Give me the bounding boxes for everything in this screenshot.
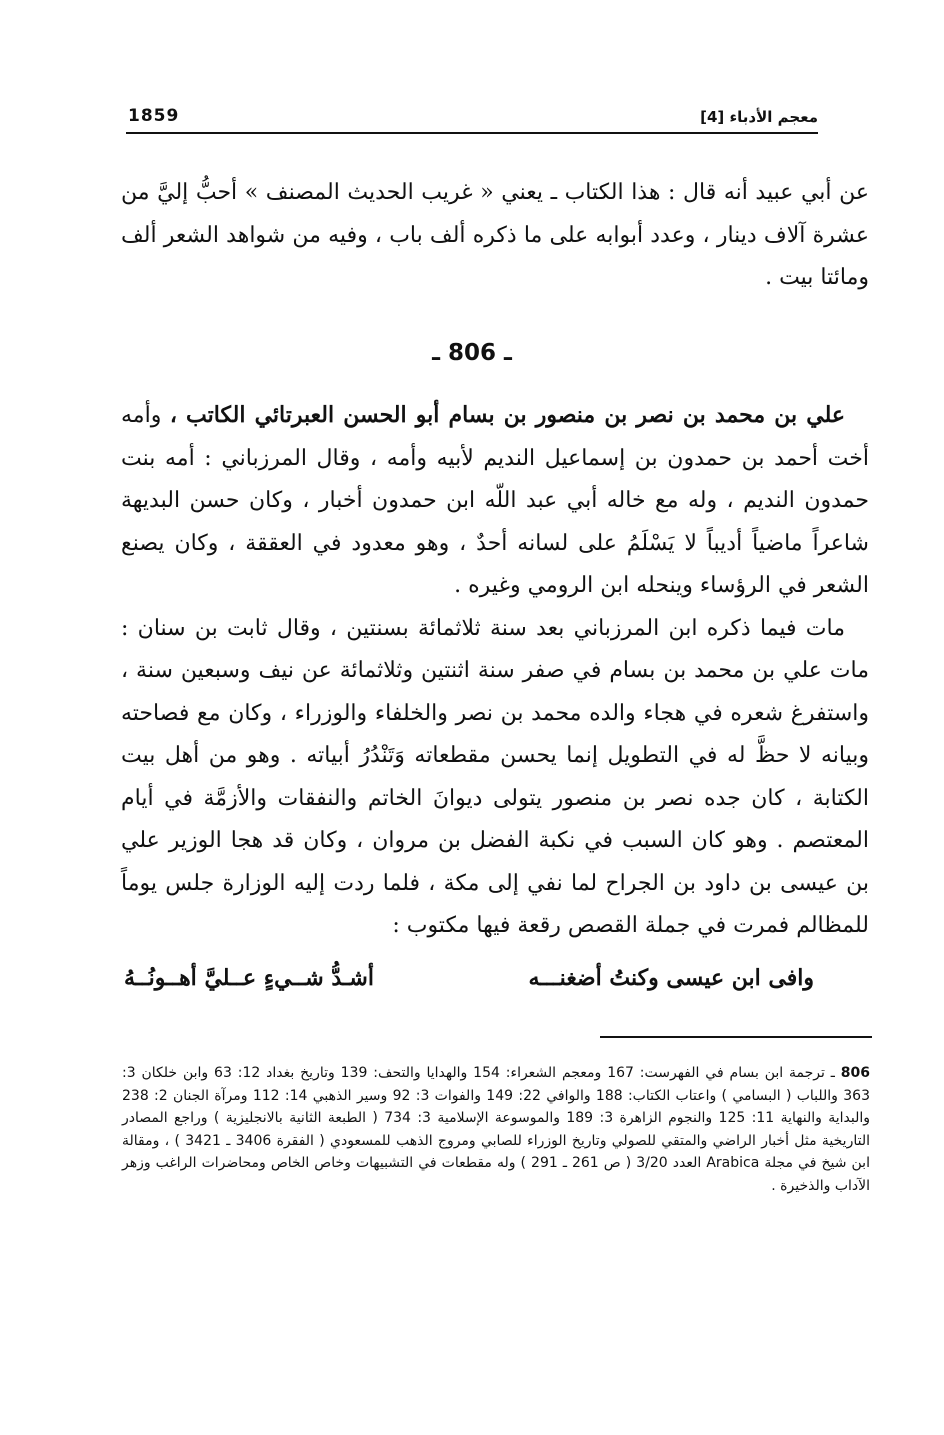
footnote <box>122 1062 870 1197</box>
poem-verse <box>124 958 814 998</box>
entry-name: علي بن محمد بن نصر بن منصور بن بسام أبو الحسن العبرتائي الكاتب ، <box>169 402 845 428</box>
page-number: 1859 <box>128 106 180 126</box>
footnote-rule <box>600 1036 872 1038</box>
footnote-number: 806 <box>840 1065 870 1081</box>
header-rule <box>126 132 818 134</box>
running-header <box>128 96 818 126</box>
footnote-text: ـ ترجمة ابن بسام في الفهرست: 167 ومعجم الشعراء: 154 والهدايا والتحف: 139 وتاريخ بغداد 12: 63 وابن خلكان 3: 363 واللباب ( البسامي ) واعتاب الكتاب: 188 والوافي 22: 149 والفوات 3: 92 وسير الذهبي 14: 112 ومرآة الجنان 2: 238 والبداية والنهاية 11: 125 والنجوم الزاهرة 3: 189 والموسوعة الإسلامية 3: 734 ( الطبعة الثانية بالانجليزية ) وراجع المصادر التاريخية مثل أخبار الراضي والمتقي للصولي وتاريخ الوزراء للصابي ومروج الذهب للمسعودي ( الفقرة 3406 ـ 3421 ) ، ومقالة ابن شيخ في مجلة Arabica العدد 3/20 ( ص 261 ـ 291 ) وله مقطعات في التشبيهات وخاص الخاص ومحاضرات الراغب وزهر الآداب والذخيرة . <box>122 1065 871 1194</box>
intro-paragraph: عن أبي عبيد أنه قال : هذا الكتاب ـ يعني « غريب الحديث المصنف » أحبُّ إليَّ من عشرة آلاف دينار ، وعدد أبوابه على ما ذكره ألف باب ، وفيه من شواهد الشعر ألف ومائتا بيت . <box>121 180 869 290</box>
book-title: معجم الأدباء [4] <box>700 108 818 126</box>
intro-text <box>121 172 869 300</box>
verse-hemistich-second: أشـدُّ شــيءٍ عــليَّ أهــونُــهُ <box>124 965 374 991</box>
entry-number: ـ 806 ـ <box>432 340 512 366</box>
entry-paragraph-2: مات فيما ذكره ابن المرزباني بعد سنة ثلاثمائة بسنتين ، وقال ثابت بن سنان : مات علي بن محمد بن بسام في صفر سنة اثنتين وثلاثمائة عن نيف وسبعين سنة ، واستفرغ شعره في هجاء والده محمد بن نصر والخلفاء والوزراء ، وكان مع فصاحته وبيانه لا حظَّ له في التطويل إنما يحسن مقطعاته وَتَنْدُرُ أبياته . وهو من أهل بيت الكتابة ، كان جده نصر بن منصور يتولى ديوانَ الخاتم والنفقات والأزمَّة في أيام المعتصم . وهو كان السبب في نكبة الفضل بن مروان ، وكان قد هجا الوزير علي بن عيسى بن داود بن الجراح لما نفي إلى مكة ، فلما ردت إليه الوزارة جلس يوماً للمظالم فمرت في جملة القصص رقعة فيها مكتوب : <box>121 615 869 938</box>
entry-body <box>121 394 869 948</box>
entry-paragraph-1: وأمه أخت أحمد بن حمدون بن إسماعيل النديم لأبيه وأمه ، وقال المرزباني : أمه بنت حمدون النديم ، وله مع خاله أبي عبد اللّه ابن حمدون أخبار ، وكان حسن البديهة شاعراً ماضياً أديباً لا يَسْلَمُ على لسانه أحدٌ ، وهو معدود في العققة ، وكان يصنع الشعر في الرؤساء وينحله ابن الرومي وغيره . <box>121 403 869 598</box>
verse-hemistich-first: وافى ابن عيسى وكنتُ أضغنـــه <box>528 965 814 991</box>
entry-first-paragraph <box>121 394 869 608</box>
